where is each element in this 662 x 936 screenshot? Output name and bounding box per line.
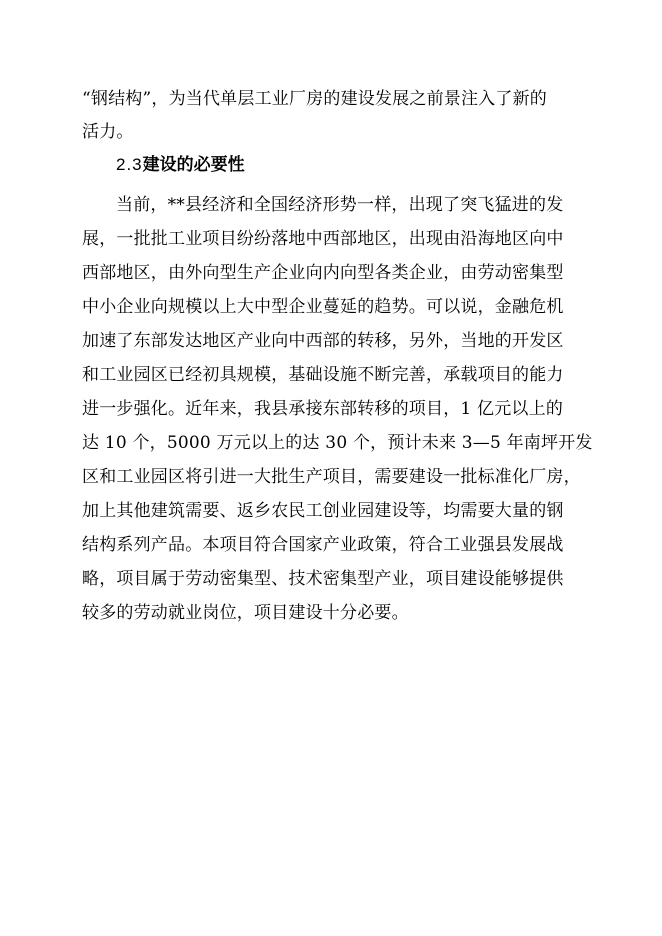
paragraph-line: 展，一批批工业项目纷纷落地中西部地区，出现由沿海地区向中 <box>82 229 564 249</box>
paragraph-line: 区和工业园区将引进一大批生产项目，需要建设一批标准化厂房， <box>82 467 581 487</box>
paragraph-line: 进一步强化。近年来，我县承接东部转移的项目，1 亿元以上的 <box>82 399 564 419</box>
paragraph-line: 当前，**县经济和全国经济形势一样，出现了突飞猛进的发 <box>116 195 564 215</box>
section-number: 2.3 <box>116 155 143 174</box>
paragraph-line: 结构系列产品。本项目符合国家产业政策，符合工业强县发展战 <box>82 535 564 555</box>
section-heading <box>116 154 245 176</box>
paragraph-line: 和工业园区已经初具规模，基础设施不断完善，承载项目的能力 <box>82 365 564 385</box>
paragraph-line: 活力。 <box>82 122 134 142</box>
paragraph-line: 达 10 个，5000 万元以上的达 30 个，预计未来 3—5 年南坪开发 <box>82 433 593 453</box>
paragraph-line: 略，项目属于劳动密集型、技术密集型产业，项目建设能够提供 <box>82 569 564 589</box>
paragraph-line: “钢结构”，为当代单层工业厂房的建设发展之前景注入了新的 <box>82 89 547 109</box>
paragraph-line: 加上其他建筑需要、返乡农民工创业园建设等，均需要大量的钢 <box>82 501 564 521</box>
section-title: 建设的必要性 <box>142 155 245 175</box>
paragraph-line: 加速了东部发达地区产业向中西部的转移，另外，当地的开发区 <box>82 331 564 351</box>
paragraph-line: 西部地区，由外向型生产企业向内向型各类企业，由劳动密集型 <box>82 263 564 283</box>
paragraph-line: 较多的劳动就业岗位，项目建设十分必要。 <box>82 603 409 623</box>
paragraph-line: 中小企业向规模以上大中型企业蔓延的趋势。可以说，金融危机 <box>82 297 564 317</box>
